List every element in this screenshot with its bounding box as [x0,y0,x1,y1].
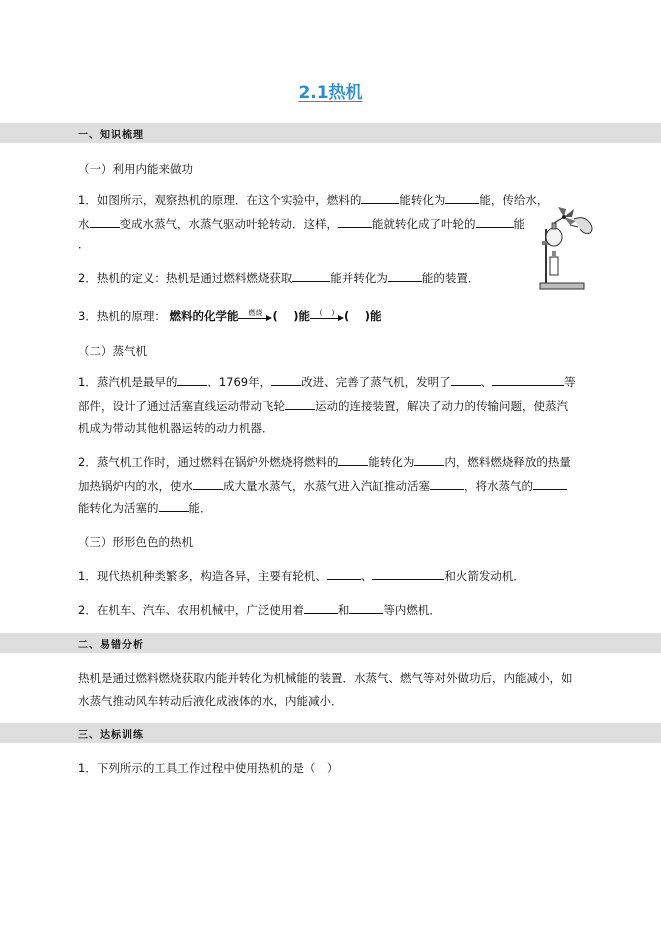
arrow-icon [310,308,344,322]
analysis-line-2: 水蒸气推动风车转动后液化成液体的水，内能减小． [78,694,343,708]
text-segment: 、 [480,375,493,389]
text-segment: 3．热机的原理： [78,309,166,323]
subheading-steam-engine: （二）蒸气机 [78,344,147,358]
answer-blank[interactable] [159,500,189,512]
text-segment: 能转化为 [368,455,415,469]
text-segment: 成大量水蒸气，水蒸气进入汽缸推动活塞 [223,479,430,493]
steam-question-1-line-1 [78,374,588,390]
answer-blank[interactable] [292,270,330,282]
answer-blank[interactable] [327,568,361,580]
text-segment: 和 [337,603,350,617]
arrow-label: 燃烧 [248,308,263,317]
subheading-internal-energy-work: （一）利用内能来做功 [78,162,193,176]
section-header-knowledge [0,123,661,143]
text-segment: 变成水蒸气，水蒸气驱动叶轮转动．这样， [119,217,338,231]
engines-question-2 [78,602,588,618]
answer-blank[interactable] [476,216,514,228]
text-segment: 2．热机的定义：热机是通过燃料燃烧获取 [78,271,293,285]
answer-blank[interactable] [388,270,422,282]
text-segment: 1．现代热机种类繁多，构造各异，主要有轮机、 [78,569,327,583]
section-title: 三、达标训练 [78,730,144,741]
text-segment: 能就转化成了叶轮的 [372,217,476,231]
text-segment: 2．在机车、汽车、农用机械中，广泛使用着 [78,603,304,617]
answer-blank[interactable] [372,568,444,580]
text-segment: 等内燃机． [383,603,441,617]
answer-blank[interactable] [285,398,315,410]
answer-blank[interactable] [451,374,481,386]
answer-blank[interactable] [430,478,464,490]
engines-question-1 [78,568,588,584]
text-segment: 运动的连接装置，解决了动力的传输问题，使蒸汽 [315,399,568,413]
arrow-icon [238,308,272,322]
energy-blank-label: ( )能 [344,309,382,323]
answer-blank[interactable] [533,478,567,490]
text-segment: 改进、完善了蒸气机，发明了 [301,375,451,389]
answer-blank[interactable] [492,374,564,386]
text-segment: 部件，设计了通过活塞直线运动带动飞轮 [78,399,285,413]
text-segment: 能的装置． [421,271,480,285]
arrow-label: ( ) [319,308,335,317]
text-segment: 等 [564,375,576,389]
steam-question-2-line-1 [78,454,588,470]
subheading-various-engines: （三）形形色色的热机 [78,535,193,549]
text-segment: 能，传给水， [479,193,549,207]
answer-blank[interactable] [445,192,479,204]
question-2 [78,270,588,286]
answer-blank[interactable] [338,216,372,228]
answer-blank[interactable] [349,602,383,614]
energy-blank-label: ( )能 [272,309,310,323]
answer-blank[interactable] [304,602,338,614]
text-segment: 和火箭发动机． [444,569,525,583]
question-1-line-3: ． [78,237,90,251]
steam-question-1-line-2 [78,398,588,414]
page-title: 2.1热机 [298,83,363,103]
text-segment: 能转化为活塞的 [78,501,159,515]
section-title: 一、知识梳理 [78,130,144,141]
answer-blank[interactable] [193,478,223,490]
text-segment: 能并转化为 [330,271,388,285]
text-segment: 1．如图所示，观察热机的原理．在这个实验中，燃料的 [78,193,362,207]
text-segment: 能 [513,217,525,231]
chemical-energy-label: 燃料的化学能 [169,309,239,323]
answer-blank[interactable] [338,454,368,466]
text-segment: 水 [78,217,90,231]
answer-blank[interactable] [414,454,444,466]
text-segment: 内，燃料燃烧释放的热量 [444,455,571,469]
answer-blank[interactable] [177,374,207,386]
text-segment: 能． [188,501,212,515]
steam-question-2-line-2 [78,478,588,494]
analysis-line-1: 热机是通过燃料燃烧获取内能并转化为机械能的装置．水蒸气、燃气等对外做功后，内能减小，如 [78,671,573,685]
text-segment: 、 [360,569,373,583]
section-title: 二、易错分析 [78,640,144,651]
text-segment: ．1769年， [207,375,272,389]
text-segment: 1．蒸汽机是最早的 [78,375,178,389]
text-segment: 2．蒸气机工作时，通过燃料在锅炉外燃烧将燃料的 [78,455,339,469]
text-segment: ，将水蒸气的 [464,479,533,493]
question-1-line-2 [78,216,588,232]
text-segment: 能转化为 [399,193,446,207]
steam-question-2-line-3 [78,500,588,516]
steam-question-1-line-3: 机成为带动其他机器运转的动力机器． [78,421,274,435]
section-header-error-analysis [0,633,661,653]
question-1-line-1 [78,192,588,208]
answer-blank[interactable] [271,374,301,386]
question-3-principle [78,308,588,324]
answer-blank[interactable] [361,192,399,204]
section-header-training [0,723,661,743]
answer-blank[interactable] [90,216,120,228]
text-segment: 加热锅炉内的水，使水 [78,479,193,493]
training-question-1: 1．下列所示的工具工作过程中使用热机的是（ ） [78,761,339,775]
